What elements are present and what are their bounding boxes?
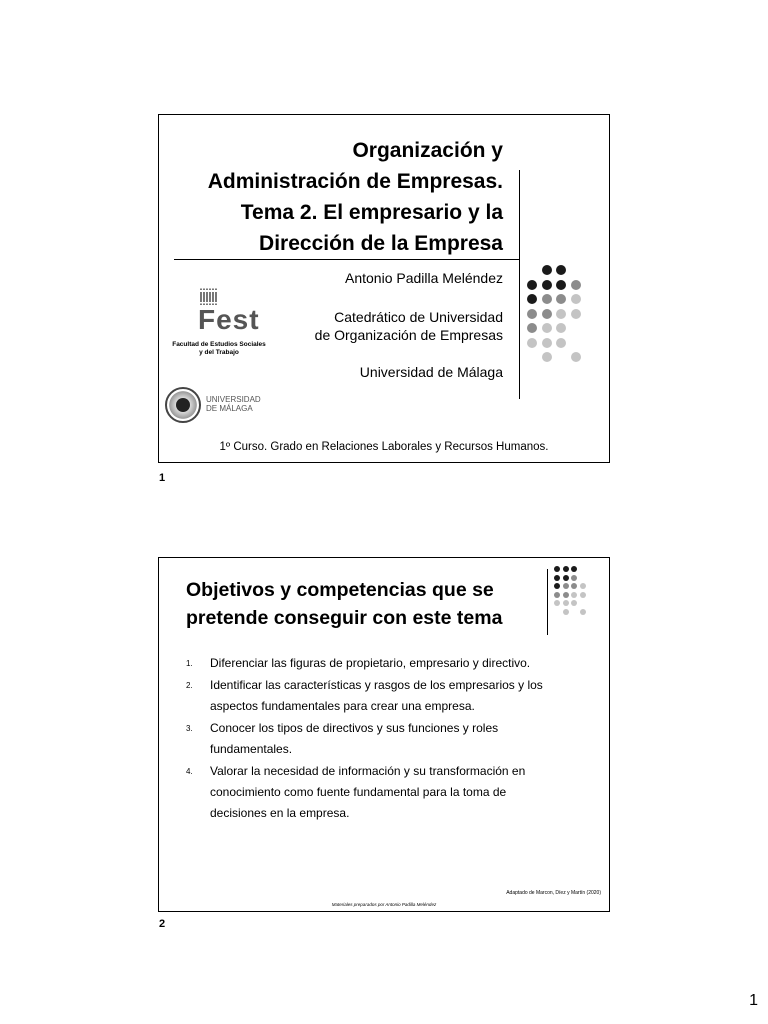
decorative-dot (556, 294, 566, 304)
slide-footer: Materiales preparados por Antonio Padilla Meléndez (331, 902, 437, 907)
decorative-dot (554, 592, 560, 598)
decorative-dot (571, 566, 577, 572)
decorative-dot (556, 265, 566, 275)
title-line: Tema 2. El empresario y la (240, 201, 503, 224)
decorative-dot (563, 575, 569, 581)
decorative-dot (563, 592, 569, 598)
list-number: 4. (186, 767, 193, 776)
decorative-dot (571, 352, 581, 362)
fest-logo-subtitle: Facultad de Estudios Sociales y del Trabajo (172, 341, 266, 356)
title-line: pretende conseguir con este tema (186, 607, 503, 629)
position-line: Catedrático de Universidad (334, 309, 503, 325)
decorative-dot (580, 583, 586, 589)
slide-2 (158, 557, 610, 912)
people-figures-icon: ịịịịịị (199, 286, 217, 306)
position-line: de Organización de Empresas (314, 327, 503, 343)
list-number: 3. (186, 724, 193, 733)
decorative-dot (542, 338, 552, 348)
decorative-dot (542, 323, 552, 333)
list-item: 1. Diferenciar las figuras de propietario, empresario y directivo. (186, 653, 576, 674)
decorative-dot (542, 280, 552, 290)
list-number: 1. (186, 659, 193, 668)
university-name: Universidad de Málaga (359, 364, 503, 380)
decorative-dot (542, 309, 552, 319)
decorative-dot (556, 338, 566, 348)
decorative-dot (554, 566, 560, 572)
decorative-dot (556, 309, 566, 319)
slide-2-title (186, 576, 556, 632)
decorative-dot (527, 280, 537, 290)
decorative-dot (571, 309, 581, 319)
list-item: 2. Identificar las características y rasgos de los empresarios y los aspectos fundamentales para crear una empresa. (186, 675, 576, 717)
decorative-dot (556, 280, 566, 290)
author-position (315, 308, 503, 344)
decorative-dot (571, 294, 581, 304)
decorative-dot (571, 592, 577, 598)
title-line: Objetivos y competencias que se (186, 579, 494, 601)
decorative-dot (542, 265, 552, 275)
decorative-dot (542, 352, 552, 362)
decorative-dot (554, 583, 560, 589)
decorative-dot (527, 294, 537, 304)
vertical-divider (519, 170, 520, 399)
list-number: 2. (186, 681, 193, 690)
source-credit: Adaptado de Marcon, Díez y Martín (2020) (506, 890, 601, 896)
decorative-dot (527, 309, 537, 319)
decorative-dot (542, 294, 552, 304)
title-line: Dirección de la Empresa (259, 232, 503, 255)
page-number: 1 (749, 992, 758, 1009)
decorative-dot (580, 592, 586, 598)
decorative-dot (554, 600, 560, 606)
title-line: Organización y (352, 139, 503, 162)
author-name: Antonio Padilla Meléndez (345, 270, 503, 286)
title-line: Administración de Empresas. (207, 170, 503, 193)
list-item: 3. Conocer los tipos de directivos y sus funciones y roles fundamentales. (186, 718, 576, 760)
objectives-list (186, 653, 576, 825)
decorative-dot (563, 566, 569, 572)
uma-logo-name: UNIVERSIDAD DE MÁLAGA (206, 395, 261, 413)
uma-logo (165, 385, 265, 429)
decorative-dot (556, 323, 566, 333)
decorative-dot (563, 609, 569, 615)
fest-logo-word: Fest (198, 304, 260, 335)
course-info: 1º Curso. Grado en Relaciones Laborales y Recursos Humanos. (219, 441, 549, 453)
decorative-dot (563, 600, 569, 606)
fest-logo (168, 281, 270, 371)
slide-1 (158, 114, 610, 463)
slide-1-title (143, 135, 503, 259)
horizontal-divider (174, 259, 520, 260)
vertical-divider (547, 569, 548, 635)
decorative-dot (527, 338, 537, 348)
slide-number: 1 (159, 472, 166, 484)
decorative-dot (571, 575, 577, 581)
decorative-dot (527, 323, 537, 333)
decorative-dot (571, 583, 577, 589)
decorative-dot (580, 609, 586, 615)
decorative-dot (571, 280, 581, 290)
decorative-dot (571, 600, 577, 606)
slide-number: 2 (159, 918, 166, 930)
university-seal-icon (165, 387, 201, 423)
decorative-dot (563, 583, 569, 589)
list-item: 4. Valorar la necesidad de información y su transformación en conocimiento como fuente fundamental para la toma de decisiones en la empresa. (186, 761, 576, 824)
decorative-dot (554, 575, 560, 581)
